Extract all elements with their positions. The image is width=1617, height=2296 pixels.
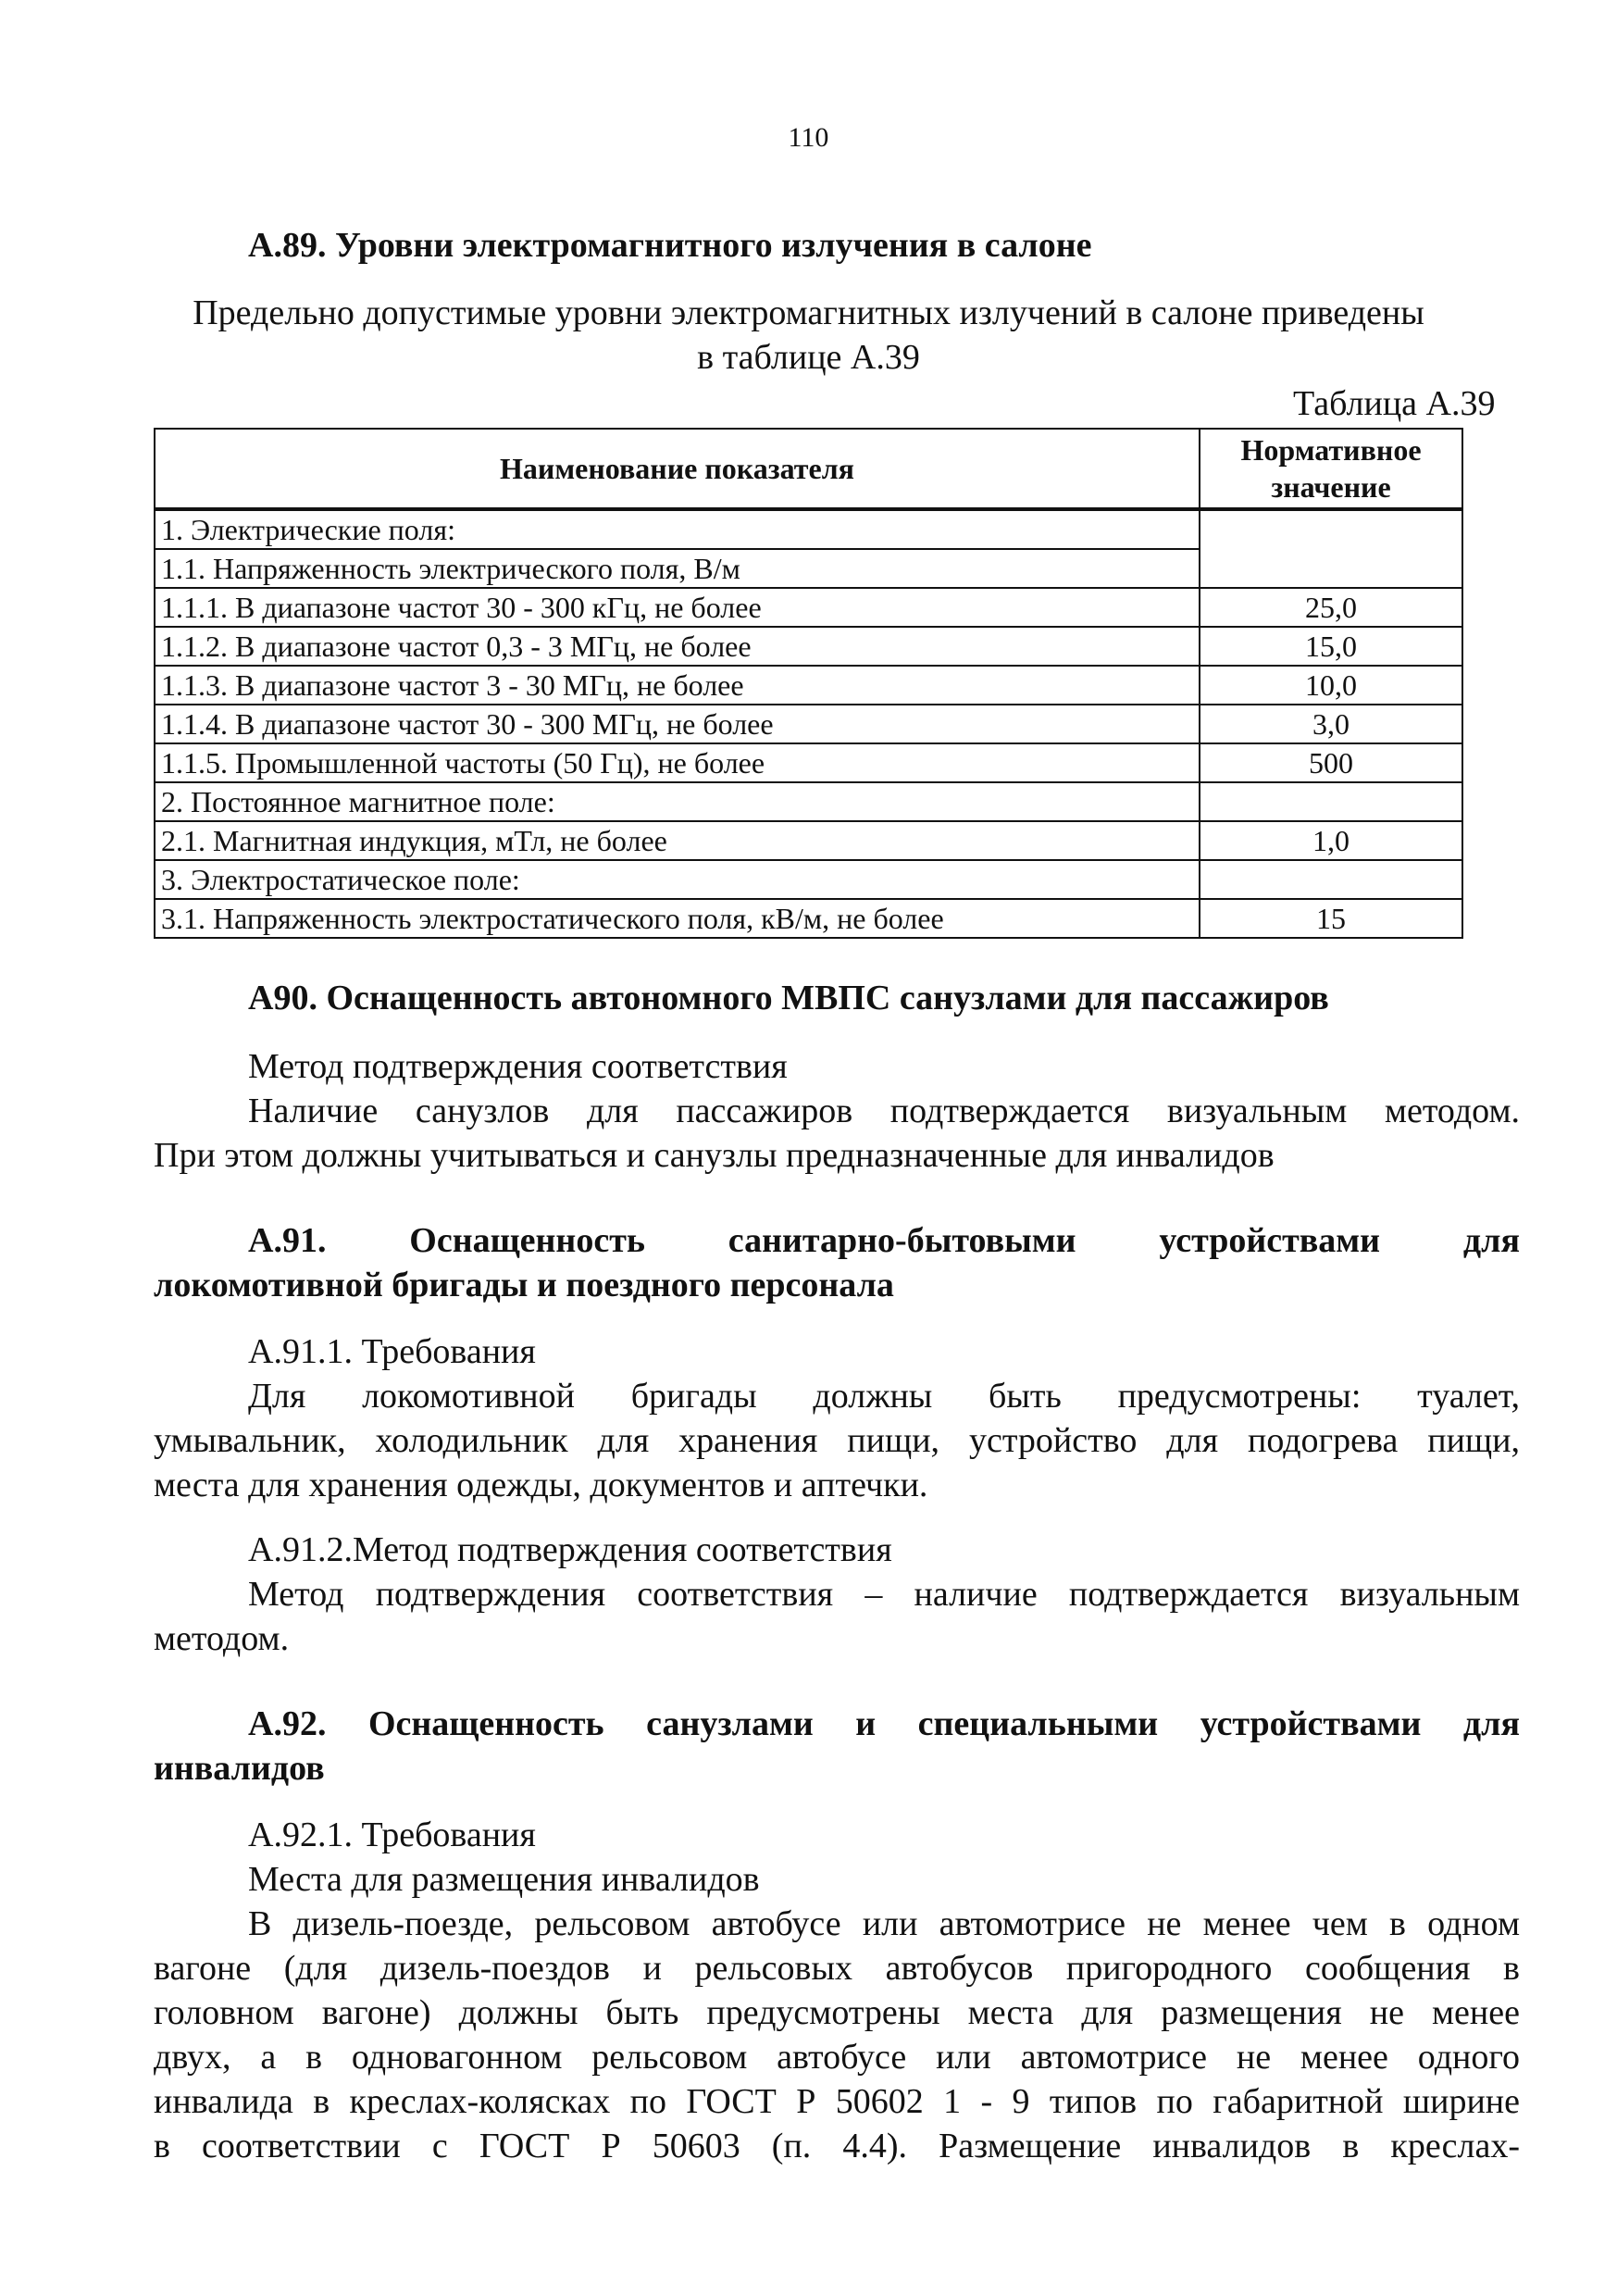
row-value-cell: 3,0 bbox=[1200, 705, 1462, 743]
a90-method-title: Метод подтверждения соответствия bbox=[248, 1047, 788, 1086]
a92-line: В дизель-поезде, рельсовом автобусе или автомотрисе не менее чем в одном bbox=[248, 1904, 1520, 1943]
section-a89-heading: А.89. Уровни электромагнитного излучения в салоне bbox=[248, 226, 1092, 265]
table-row bbox=[155, 782, 1462, 821]
a90-text-line1-content: Наличие санузлов для пассажиров подтверждается визуальным методом. bbox=[248, 1092, 1520, 1130]
row-name-cell: 1.1.5. Промышленной частоты (50 Гц), не более bbox=[155, 743, 1200, 782]
a91-method-line2: методом. bbox=[154, 1619, 290, 1658]
row-name-cell: 1. Электрические поля: bbox=[155, 509, 1200, 549]
table-row bbox=[155, 705, 1462, 743]
page-number: 110 bbox=[788, 122, 829, 153]
limits-table bbox=[154, 428, 1463, 939]
a91-method-title: А.91.2.Метод подтверждения соответствия bbox=[248, 1530, 892, 1569]
a92-line: инвалида в креслах-колясках по ГОСТ Р 50602 1 - 9 типов по габаритной ширине bbox=[154, 2082, 1520, 2121]
table-row bbox=[155, 899, 1462, 938]
row-name-cell: 1.1. Напряженность электрического поля, В/м bbox=[155, 549, 1200, 588]
a91-req-line2: умывальник, холодильник для хранения пищи, устройство для подогрева пищи, bbox=[154, 1421, 1520, 1460]
section-a90-heading: А90. Оснащенность автономного МВПС санузлами для пассажиров bbox=[248, 979, 1329, 1017]
a89-intro-line2: в таблице А.39 bbox=[697, 338, 920, 377]
row-name-cell: 1.1.2. В диапазоне частот 0,3 - 3 МГц, не более bbox=[155, 627, 1200, 666]
row-name-cell: 3. Электростатическое поле: bbox=[155, 860, 1200, 899]
row-value-cell: 15,0 bbox=[1200, 627, 1462, 666]
table-row bbox=[155, 509, 1462, 549]
table-row bbox=[155, 860, 1462, 899]
a91-method-line1: Метод подтверждения соответствия – наличие подтверждается визуальным bbox=[248, 1575, 1520, 1614]
section-a92-heading-line1: А.92. Оснащенность санузлами и специальными устройствами для bbox=[248, 1704, 1520, 1743]
row-name-cell: 1.1.3. В диапазоне частот 3 - 30 МГц, не более bbox=[155, 666, 1200, 705]
row-value-cell: 500 bbox=[1200, 743, 1462, 782]
section-a92-heading-line2: инвалидов bbox=[154, 1749, 325, 1788]
table-row bbox=[155, 627, 1462, 666]
table-row bbox=[155, 743, 1462, 782]
table-caption: Таблица А.39 bbox=[1293, 384, 1496, 423]
row-name-cell: 1.1.4. В диапазоне частот 30 - 300 МГц, не более bbox=[155, 705, 1200, 743]
a92-sub-title: Места для размещения инвалидов bbox=[248, 1860, 760, 1899]
table-row bbox=[155, 588, 1462, 627]
a90-text-line1 bbox=[154, 1089, 1520, 1133]
header-value-cell: Нормативное значение bbox=[1200, 429, 1462, 509]
a92-line: двух, а в одновагонном рельсовом автобусе или автомотрисе не менее одного bbox=[154, 2038, 1520, 2077]
a91-req-line1: Для локомотивной бригады должны быть предусмотрены: туалет, bbox=[248, 1377, 1520, 1416]
a91-req-line3: места для хранения одежды, документов и аптечки. bbox=[154, 1466, 928, 1504]
section-a91-heading-line1 bbox=[248, 1220, 1520, 1261]
row-value-cell: 15 bbox=[1200, 899, 1462, 938]
row-value-cell: 10,0 bbox=[1200, 666, 1462, 705]
table-row bbox=[155, 666, 1462, 705]
table-row bbox=[155, 821, 1462, 860]
table-header-row bbox=[155, 429, 1462, 509]
section-a91-heading-line2: локомотивной бригады и поездного персонала bbox=[154, 1266, 894, 1304]
a91-req-title: А.91.1. Требования bbox=[248, 1332, 536, 1371]
header-name-cell: Наименование показателя bbox=[155, 429, 1200, 509]
row-value-cell: 1,0 bbox=[1200, 821, 1462, 860]
a92-req-title: А.92.1. Требования bbox=[248, 1816, 536, 1854]
a92-line: головном вагоне) должны быть предусмотрены места для размещения не менее bbox=[154, 1993, 1520, 2032]
row-name-cell: 2. Постоянное магнитное поле: bbox=[155, 782, 1200, 821]
a91-heading-line1-text: А.91. Оснащенность санитарно-бытовыми устройствами для bbox=[248, 1221, 1520, 1260]
a92-line: в соответствии с ГОСТ Р 50603 (п. 4.4). Размещение инвалидов в креслах- bbox=[154, 2127, 1520, 2165]
row-name-cell: 3.1. Напряженность электростатического поля, кВ/м, не более bbox=[155, 899, 1200, 938]
row-value-cell bbox=[1200, 782, 1462, 821]
a92-line: вагоне (для дизель-поездов и рельсовых автобусов пригородного сообщения в bbox=[154, 1949, 1520, 1988]
row-name-cell: 2.1. Магнитная индукция, мТл, не более bbox=[155, 821, 1200, 860]
row-value-cell: 25,0 bbox=[1200, 588, 1462, 627]
a89-intro-line1: Предельно допустимые уровни электромагнитных излучений в салоне приведены bbox=[193, 293, 1424, 332]
row-value-cell bbox=[1200, 860, 1462, 899]
row-name-cell: 1.1.1. В диапазоне частот 30 - 300 кГц, не более bbox=[155, 588, 1200, 627]
row-value-cell bbox=[1200, 509, 1462, 588]
a90-text-line2: При этом должны учитываться и санузлы предназначенные для инвалидов bbox=[154, 1136, 1275, 1175]
